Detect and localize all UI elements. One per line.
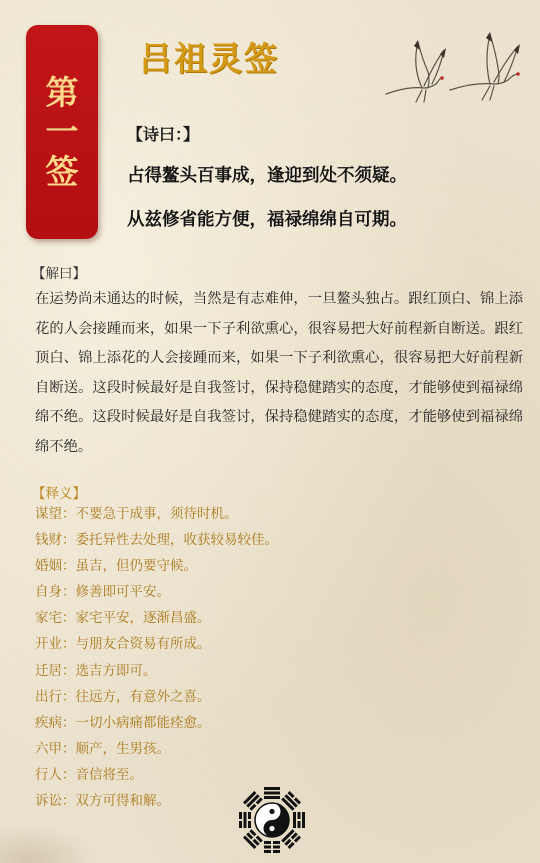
interpretation-item: 迁居：选吉方即可。	[35, 662, 157, 679]
interpretation-item: 家宅：家宅平安，逐渐昌盛。	[35, 610, 211, 627]
interpretation-item: 开业：与朋友合资易有所成。	[35, 636, 211, 653]
badge-char-3: 签	[45, 151, 79, 191]
explanation-text: 在运势尚未通达的时候，当然是有志难伸，一旦鳌头独占。跟红顶白、锦上添花的人会接踵而来，如果一下子利欲熏心，很容易把大好前程新自断送。跟红顶白、锦上添花的人会接踵而来，如果一下子利欲熏心，很容易把大好前程新自断送。这段时候最好是自我签讨，保持稳健踏实的态度，才能够使到福禄绵绵不绝。这段时候最好是自我签讨，保持稳健踏实的态度，才能够使到福禄绵绵不绝。	[35, 291, 523, 455]
interpretation-item: 钱财：委托异性去处理，收获较易较佳。	[35, 532, 278, 549]
taiji-symbol	[255, 803, 289, 837]
explanation-label: 【解曰】	[32, 266, 86, 282]
crane-crest	[516, 72, 520, 76]
poem-line-2: 从兹修省能方便，福禄绵绵自可期。	[127, 210, 407, 230]
interpretation-item: 婚姻：虽吉，但仍要守候。	[35, 558, 197, 575]
interpretation-item: 疾病：一切小病痛都能痊愈。	[35, 714, 211, 731]
interpretation-item: 出行：往远方，有意外之喜。	[35, 688, 211, 705]
crane-birds-icon	[378, 28, 530, 106]
interpretation-item: 六甲：顺产，生男孩。	[35, 740, 170, 757]
interpretation-item: 谋望：不要急于成事，须待时机。	[35, 506, 238, 522]
ink-blot-decoration	[0, 823, 100, 863]
badge-char-1: 第	[45, 73, 79, 113]
page-title: 吕祖灵签	[139, 39, 279, 78]
interpretation-item: 诉讼：双方可得和解。	[35, 793, 170, 810]
interpretation-item: 行人：音信将至。	[35, 766, 143, 783]
crane-crest	[440, 76, 444, 80]
poem-label: 【诗曰：】	[127, 125, 200, 144]
bagua-taiji-icon	[236, 784, 308, 856]
badge-char-2: 一	[45, 112, 79, 152]
interpretation-list	[35, 501, 455, 814]
lot-number-badge	[26, 25, 98, 239]
interpretation-item: 自身：修善即可平安。	[35, 584, 170, 601]
poem-line-1: 占得鳌头百事成，逢迎到处不须疑。	[127, 166, 407, 186]
interpretation-label: 【释义】	[32, 486, 86, 502]
